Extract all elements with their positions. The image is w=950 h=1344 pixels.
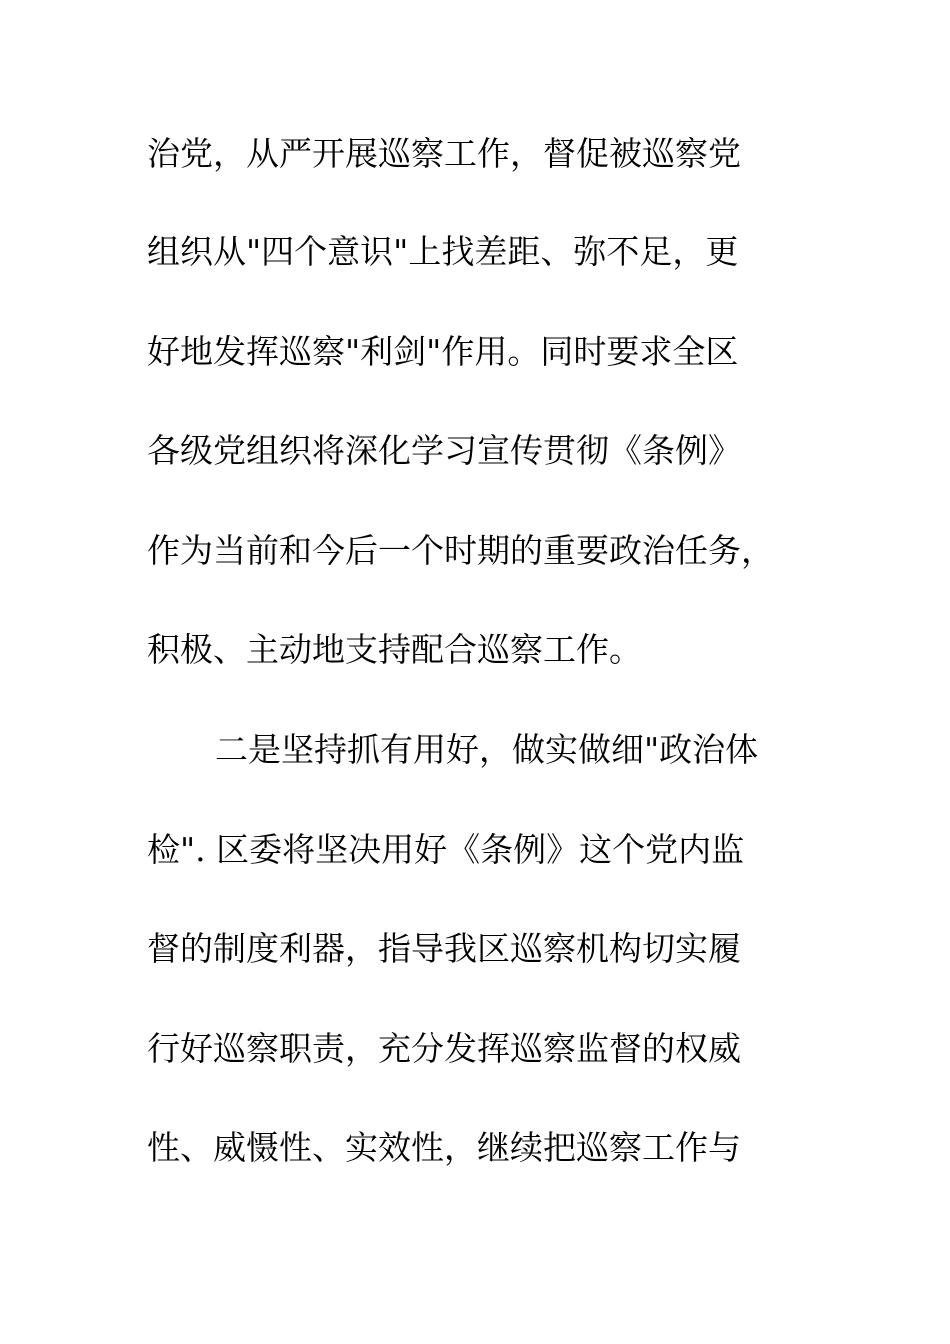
text-line-2: 组织从"四个意识"上找差距、弥不足，更: [147, 232, 739, 271]
text-line-5: 作为当前和今后一个时期的重要政治任务，: [147, 531, 774, 570]
text-line-8: 检". 区委将坚决用好《条例》这个党内监: [147, 830, 745, 869]
text-line-6: 积极、主动地支持配合巡察工作。: [147, 630, 642, 669]
text-line-1: 治党，从严开展巡察工作，督促被巡察党: [147, 134, 741, 173]
text-line-9: 督的制度利器，指导我区巡察机构切实履: [147, 929, 741, 968]
text-line-4: 各级党组织将深化学习宣传贯彻《条例》: [147, 431, 741, 470]
text-line-3: 好地发挥巡察"利剑"作用。同时要求全区: [147, 332, 739, 371]
text-line-7: 二是坚持抓有用好，做实做细"政治体: [215, 730, 759, 769]
text-line-11: 性、威慑性、实效性，继续把巡察工作与: [147, 1128, 741, 1167]
text-line-10: 行好巡察职责，充分发挥巡察监督的权威: [147, 1029, 741, 1068]
